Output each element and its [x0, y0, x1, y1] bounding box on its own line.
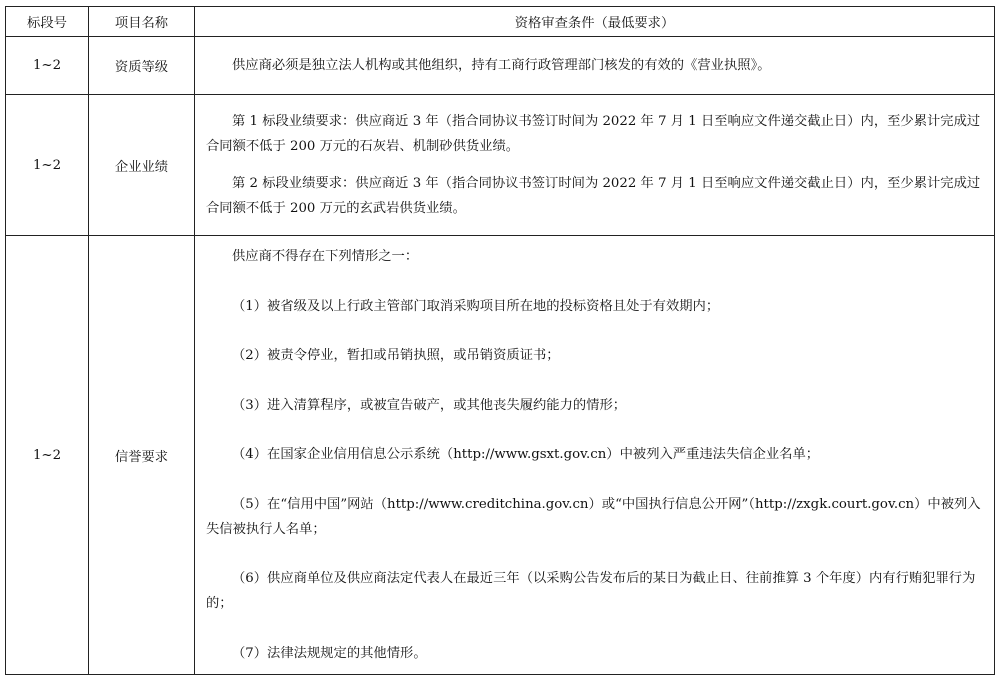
requirement-paragraph: 供应商不得存在下列情形之一： — [232, 249, 419, 265]
item-name-cell: 资质等级 — [89, 37, 195, 95]
requirement-list-item: （3）进入清算程序，或被宣告破产，或其他丧失履约能力的情形； — [232, 397, 627, 413]
requirement-cell — [195, 95, 995, 236]
item-name-cell: 信誉要求 — [89, 236, 195, 675]
qualification-table — [5, 6, 995, 675]
requirement-list-item: （6）供应商单位及供应商法定代表人在最近三年（以采购公告发布后的某日为截止日、往前推算 3 个年度）内有行贿犯罪行为的； — [206, 571, 976, 612]
section-no-cell: 1~2 — [6, 95, 89, 236]
requirement-list-item: （4）在国家企业信用信息公示系统（http://www.gsxt.gov.cn）中被列入严重违法失信企业名单； — [232, 447, 820, 463]
requirement-list-item: （2）被责令停业，暂扣或吊销执照，或吊销资质证书； — [232, 348, 560, 364]
requirement-list-item: （7）法律法规规定的其他情形。 — [232, 645, 427, 661]
table-row — [6, 37, 995, 95]
requirement-list-item: （5）在“信用中国”网站（http://www.creditchina.gov.cn）或“中国执行信息公开网”（http://zxgk.court.gov.cn）中被列入失信被执行人名单； — [206, 496, 981, 537]
table-row — [6, 236, 995, 675]
table-header-row — [6, 7, 995, 37]
requirement-cell — [195, 236, 995, 675]
header-requirements: 资格审查条件（最低要求） — [195, 7, 995, 37]
table-row — [6, 95, 995, 236]
item-name-cell: 企业业绩 — [89, 95, 195, 236]
requirement-paragraph: 第 2 标段业绩要求：供应商近 3 年（指合同协议书签订时间为 2022 年 7 月 1 日至响应文件递交截止日）内，至少累计完成过合同额不低于 200 万元的玄武岩供货业绩。 — [206, 176, 981, 216]
requirement-list-item: （1）被省级及以上行政主管部门取消采购项目所在地的投标资格且处于有效期内； — [232, 298, 720, 314]
requirement-cell — [195, 37, 995, 95]
section-no-cell: 1~2 — [6, 236, 89, 675]
requirement-paragraph: 供应商必须是独立法人机构或其他组织，持有工商行政管理部门核发的有效的《营业执照》。 — [232, 58, 771, 73]
header-item-name: 项目名称 — [89, 7, 195, 37]
requirement-paragraph: 第 1 标段业绩要求：供应商近 3 年（指合同协议书签订时间为 2022 年 7 月 1 日至响应文件递交截止日）内，至少累计完成过合同额不低于 200 万元的石灰岩、机制砂供货业绩。 — [206, 114, 981, 154]
header-section-no: 标段号 — [6, 7, 89, 37]
section-no-cell: 1~2 — [6, 37, 89, 95]
